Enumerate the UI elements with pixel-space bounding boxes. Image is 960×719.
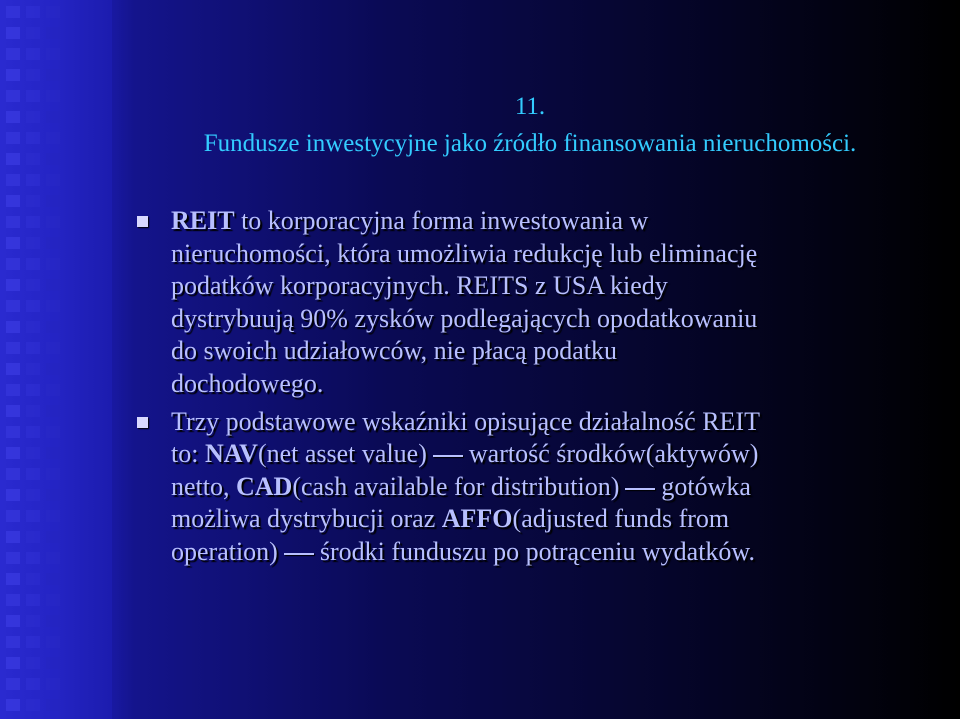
decorative-square — [46, 405, 60, 417]
decorative-square — [6, 678, 20, 690]
bullet-list — [133, 205, 933, 574]
decorative-square — [26, 321, 40, 333]
decorative-square — [46, 594, 60, 606]
decorative-square — [26, 510, 40, 522]
decorative-square — [26, 531, 40, 543]
term-reit: REIT — [171, 206, 235, 235]
decorative-square — [6, 321, 20, 333]
decorative-square — [46, 531, 60, 543]
decorative-square — [6, 237, 20, 249]
decorative-square — [6, 258, 20, 270]
decorative-square — [26, 489, 40, 501]
bullet-line: dochodowego. — [171, 368, 324, 398]
decorative-square — [46, 48, 60, 60]
decorative-square — [6, 552, 20, 564]
decorative-square — [26, 699, 40, 711]
decorative-square — [46, 6, 60, 18]
decorative-square — [46, 27, 60, 39]
decorative-square — [46, 699, 60, 711]
decorative-square — [6, 615, 20, 627]
decorative-square — [26, 48, 40, 60]
decorative-square — [6, 636, 20, 648]
decorative-square — [6, 6, 20, 18]
bullet-line: Trzy podstawowe wskaźniki opisujące działalność REIT — [171, 406, 760, 436]
decorative-square — [46, 426, 60, 438]
term-nav: NAV — [204, 439, 258, 469]
decorative-square — [26, 384, 40, 396]
decorative-square — [26, 426, 40, 438]
dash-separator — [625, 488, 655, 490]
decorative-square — [6, 69, 20, 81]
decorative-square — [6, 447, 20, 459]
dash-separator — [284, 553, 314, 555]
decorative-square — [26, 552, 40, 564]
decorative-square — [26, 27, 40, 39]
bullet-line: dystrybuują 90% zysków podlegających opodatkowaniu — [171, 303, 758, 333]
decorative-square — [6, 531, 20, 543]
bullet-line: możliwa dystrybucji oraz AFFO(adjusted funds from — [171, 504, 730, 534]
decorative-square — [6, 510, 20, 522]
decorative-square — [46, 573, 60, 585]
decorative-square — [26, 468, 40, 480]
term-cad: CAD — [236, 471, 293, 501]
decorative-square — [26, 300, 40, 312]
decorative-square — [26, 258, 40, 270]
decorative-square — [6, 27, 20, 39]
bullet-line: to: NAV(net asset value) wartość środków(aktywów) — [171, 439, 759, 469]
decorative-square — [46, 300, 60, 312]
decorative-square — [6, 573, 20, 585]
decorative-square — [46, 237, 60, 249]
decorative-square — [26, 636, 40, 648]
bullet-square-icon — [137, 417, 148, 428]
decorative-square — [46, 384, 60, 396]
bullet-line: nieruchomości, która umożliwia redukcję lub eliminację — [171, 238, 758, 268]
decorative-square — [26, 69, 40, 81]
decorative-square — [46, 510, 60, 522]
bullet-line: do swoich udziałowców, nie płacą podatku — [171, 336, 617, 366]
decorative-square — [46, 216, 60, 228]
decorative-square — [46, 174, 60, 186]
decorative-square — [46, 447, 60, 459]
bullet-line: podatków korporacyjnych. REITS z USA kiedy — [171, 271, 668, 301]
bullet-line: netto, CAD(cash available for distribution) gotówka — [171, 471, 751, 501]
decorative-square — [26, 405, 40, 417]
decorative-square — [26, 573, 40, 585]
slide-heading: Fundusze inwestycyjne jako źródło finansowania nieruchomości. — [203, 130, 857, 157]
bullet-line: REIT to korporacyjna forma inwestowania w — [171, 206, 649, 235]
decorative-square — [26, 216, 40, 228]
decorative-square — [46, 615, 60, 627]
decorative-square — [46, 552, 60, 564]
decorative-square — [6, 195, 20, 207]
decorative-square — [46, 489, 60, 501]
decorative-square — [46, 657, 60, 669]
bullet-line: operation) środki funduszu po potrąceniu wydatków. — [171, 536, 756, 566]
decorative-square — [6, 405, 20, 417]
dash-separator — [433, 455, 463, 457]
decorative-square — [6, 300, 20, 312]
slide-title — [0, 88, 960, 162]
term-affo: AFFO — [441, 504, 513, 534]
decorative-square — [26, 657, 40, 669]
decorative-square — [6, 426, 20, 438]
decorative-square — [6, 468, 20, 480]
decorative-square — [46, 363, 60, 375]
decorative-square — [26, 195, 40, 207]
decorative-square — [26, 678, 40, 690]
decorative-square — [26, 594, 40, 606]
decorative-square — [46, 279, 60, 291]
decorative-square — [26, 174, 40, 186]
decorative-square — [6, 594, 20, 606]
decorative-square — [26, 6, 40, 18]
decorative-square — [26, 342, 40, 354]
decorative-square — [6, 279, 20, 291]
bullet-item-reit — [133, 205, 933, 401]
decorative-square — [46, 195, 60, 207]
bullet-square-icon — [137, 216, 148, 227]
decorative-square — [46, 342, 60, 354]
decorative-square — [46, 321, 60, 333]
decorative-square — [26, 363, 40, 375]
decorative-square — [46, 258, 60, 270]
decorative-square — [26, 447, 40, 459]
decorative-square — [6, 657, 20, 669]
decorative-square — [6, 174, 20, 186]
decorative-square — [46, 69, 60, 81]
decorative-square — [26, 279, 40, 291]
decorative-square — [6, 699, 20, 711]
decorative-square — [26, 615, 40, 627]
decorative-square — [6, 489, 20, 501]
slide-number: 11. — [514, 93, 546, 120]
decorative-square — [46, 678, 60, 690]
decorative-square — [6, 342, 20, 354]
decorative-square — [6, 363, 20, 375]
decorative-square — [46, 468, 60, 480]
decorative-square — [6, 384, 20, 396]
decorative-square — [26, 237, 40, 249]
decorative-square — [46, 636, 60, 648]
decorative-square — [6, 48, 20, 60]
decorative-square — [6, 216, 20, 228]
bullet-item-indicators — [133, 406, 933, 569]
